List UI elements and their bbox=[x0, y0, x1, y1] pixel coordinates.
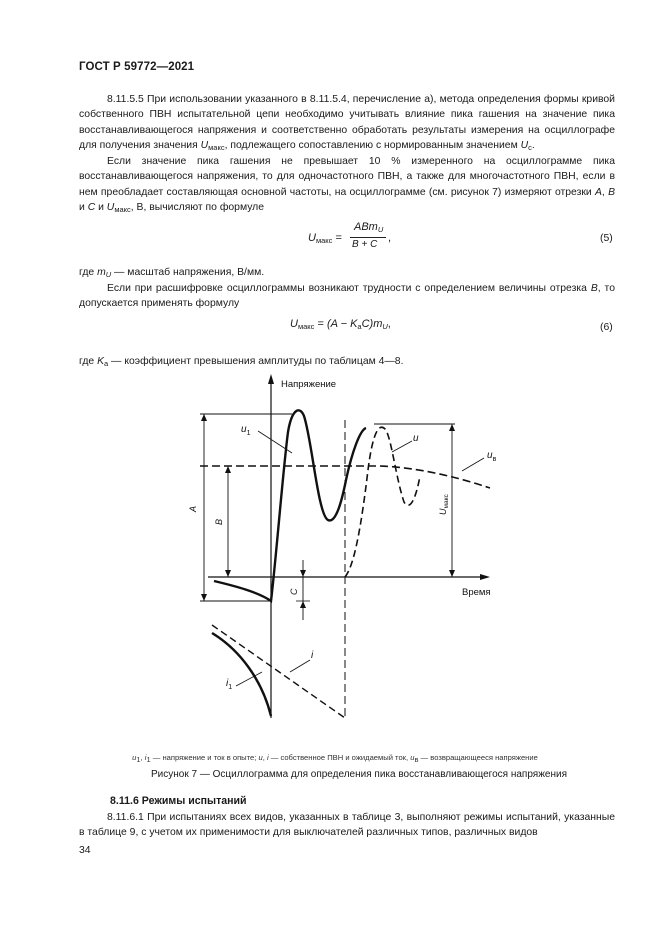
label-umaks: $U_{макс}$ bbox=[438, 494, 450, 515]
paragraph-ka-definition: где $K_a$ — коэффициент превышения амплитуды по таблицам 4—8. bbox=[79, 356, 404, 368]
figure-legend: $u_1$, $i_1$ — напряжение и ток в опыте; u, i — собственное ПВН и ожидаемый ток, $u_в$ — возвращающееся напряжение bbox=[132, 753, 538, 764]
paragraph-mu-definition: где $m_U$ — масштаб напряжения, В/мм. bbox=[79, 267, 265, 279]
paragraph-measure-segments: Если значение пика гашения не превышает 10 % измеренного на осциллограмме пика восстанавливающегося напряжения, то для одночастотного ПВН, а также для многочастотного ПВН, если в нем преобладает составляющая основной частоты, на осциллограмме (см. рисунок 7) измеряют отрезки A, B и C и $U_{макс}$, B, вычисляют по формуле bbox=[79, 156, 615, 214]
label-u1: $u_1$ bbox=[241, 424, 251, 437]
label-c: C bbox=[289, 588, 299, 595]
label-i1: $i_1$ bbox=[226, 678, 233, 691]
y-axis-label: Напряжение bbox=[281, 379, 337, 390]
figure-caption: Рисунок 7 — Осциллограмма для определения пика восстанавливающегося напряжения bbox=[151, 769, 567, 780]
page-number: 34 bbox=[79, 845, 91, 856]
formula-6-number: (6) bbox=[600, 322, 613, 333]
section-title: 8.11.6 Режимы испытаний bbox=[110, 795, 247, 807]
x-axis-label: Время bbox=[462, 587, 491, 598]
curve-u bbox=[345, 427, 420, 577]
label-a: A bbox=[188, 505, 198, 512]
label-u: u bbox=[413, 433, 419, 444]
formula-5-number: (5) bbox=[600, 233, 613, 244]
formula-6: $U_{макс} = (A - K_aC)m_U$, bbox=[290, 318, 391, 331]
x-axis-arrow bbox=[480, 574, 490, 580]
y-axis-arrow bbox=[268, 374, 274, 384]
label-uv: $u_в$ bbox=[487, 450, 497, 463]
curve-i bbox=[212, 625, 345, 718]
curve-u1 bbox=[214, 410, 366, 601]
label-i: i bbox=[311, 650, 314, 661]
formula-5: $U_{макс}$ = ABm$_U$ B + C , bbox=[308, 221, 392, 250]
paragraph-alternative-formula: Если при расшифровке осциллограммы возникают трудности с определением величины отрезка B, то допускается применять формулу bbox=[79, 283, 615, 310]
paragraph-8-11-5-5: 8.11.5.5 При использовании указанного в 8.11.5.4, перечисление а), метода определения формы кривой собственного ПВН испытательной цепи необходимо учитывать влияние пика гашения на значение пика восстанавливающегося напряжения и соответственно обработать результаты измерения на осциллографе для получения значения $U_{макс}$, подлежащего сопоставлению с нормированным значением $U_c$. bbox=[79, 94, 615, 152]
document-header: ГОСТ Р 59772—2021 bbox=[79, 61, 195, 73]
label-b: B bbox=[214, 518, 224, 525]
paragraph-8-11-6-1: 8.11.6.1 При испытаниях всех видов, указанных в таблице 3, выполняют режимы испытаний, указанные в таблице 9, с учетом их применимости для выключателей различных типов, различных видов bbox=[79, 812, 615, 839]
